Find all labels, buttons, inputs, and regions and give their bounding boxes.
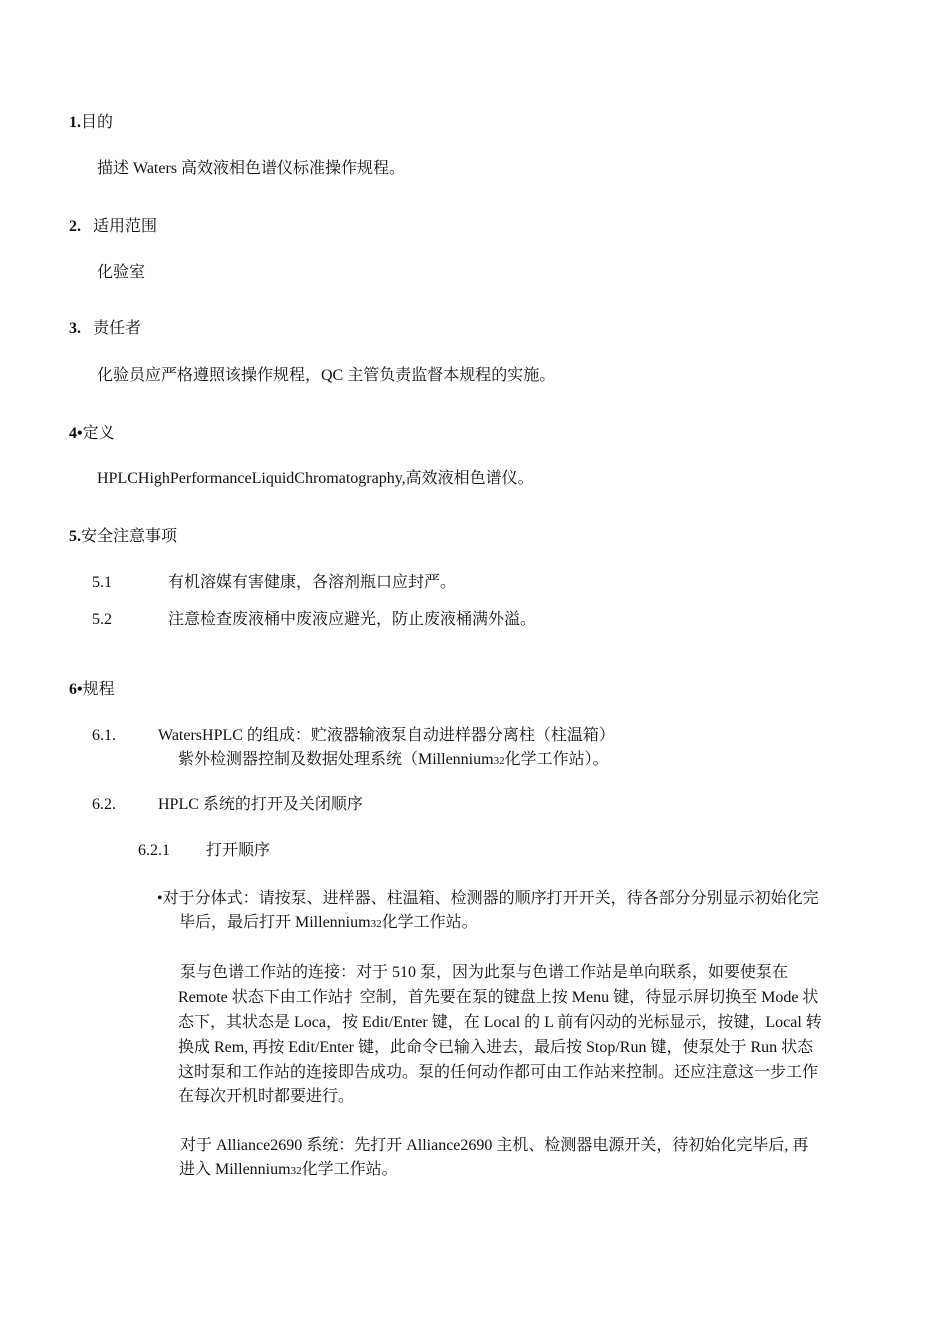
item-text: 有机溶媒有害健康，各溶剂瓶口应封严。 — [168, 574, 457, 591]
item-6-1-number: 6.1. — [92, 727, 116, 744]
section-4-body: HPLCHighPerformanceLiquidChromatography,高效液相色谱仪。 — [97, 470, 534, 487]
paragraph-line: 泵与色谱工作站的连接：对于 510 泵，因为此泵与色谱工作站是单向联系，如要使泵在 — [180, 964, 789, 981]
item-number: 6.2.1 — [138, 842, 170, 859]
section-2-body: 化验室 — [97, 264, 146, 281]
subscript: 32 — [290, 1165, 302, 1177]
section-3-body: 化验员应严格遵照该操作规程，QC 主管负责监督本规程的实施。 — [97, 367, 556, 384]
paragraph-line: •对于分体式：请按泵、进样器、柱温箱、检测器的顺序打开开关，待各部分分别显示初始化完 — [157, 890, 819, 907]
subscript: 32 — [370, 918, 382, 930]
paragraph-line: 在每次开机时都要进行。 — [178, 1088, 355, 1105]
section-5-heading — [69, 525, 177, 549]
paragraph-line: 态下，其状态是 Loca，按 Edit/Enter 键，在 Local 的 L 前有闪动的光标显示，按键，Local 转 — [178, 1014, 822, 1031]
section-3-heading — [69, 317, 141, 341]
section-number: 3. — [69, 320, 81, 337]
section-title: 责任者 — [93, 320, 142, 337]
section-6-heading — [69, 678, 115, 702]
paragraph-line: Remote 状态下由工作站扌空制，首先要在泵的键盘上按 Menu 键，待显示屏切换至 Mode 状 — [178, 989, 819, 1006]
subscript: 32 — [493, 755, 505, 767]
list-item — [92, 608, 536, 632]
item-6-1-line1: WatersHPLC 的组成：贮液器输液泵自动进样器分离柱（柱温箱） — [158, 727, 615, 744]
section-4-heading — [69, 422, 115, 446]
item-6-2-text: HPLC 系统的打开及关闭顺序 — [158, 796, 363, 813]
section-title: 规程 — [82, 681, 115, 698]
paragraph-line: 这时泵和工作站的连接即告成功。泵的任何动作都可由工作站来控制。还应注意这一步工作 — [178, 1064, 819, 1081]
section-title: 安全注意事项 — [81, 528, 178, 545]
item-6-2-1 — [138, 839, 270, 863]
item-6-1-line2: 紫外检测器控制及数据处理系统（Millennium32化学工作站）。 — [178, 751, 609, 768]
section-number: 5. — [69, 528, 81, 545]
item-6-2-number: 6.2. — [92, 796, 116, 813]
paragraph-line: 进入 Millennium32化学工作站。 — [179, 1161, 398, 1178]
section-number: 2. — [69, 218, 81, 235]
section-2-heading — [69, 215, 157, 239]
paragraph-line: 换成 Rem, 再按 Edit/Enter 键，此命令已输入进去，最后按 Stop/Run 键，使泵处于 Run 状态 — [178, 1039, 814, 1056]
paragraph-line: 毕后，最后打开 Millennium32化学工作站。 — [179, 914, 478, 931]
section-number: 1. — [69, 114, 81, 131]
section-title: 适用范围 — [93, 218, 158, 235]
paragraph-line: 对于 Alliance2690 系统：先打开 Alliance2690 主机、检测器电源开关，待初始化完毕后, 再 — [180, 1137, 809, 1154]
item-text: 打开顺序 — [206, 842, 271, 859]
section-number: 6• — [69, 681, 83, 698]
item-number: 5.1 — [92, 574, 112, 591]
section-1-body: 描述 Waters 高效液相色谱仪标准操作规程。 — [97, 160, 406, 177]
list-item — [92, 571, 456, 595]
section-1-heading — [69, 111, 113, 135]
item-number: 5.2 — [92, 611, 112, 628]
section-title: 目的 — [81, 114, 114, 131]
item-text: 注意检查废液桶中废液应避光，防止废液桶满外溢。 — [168, 611, 537, 628]
section-title: 定义 — [82, 425, 115, 442]
section-number: 4• — [69, 425, 83, 442]
